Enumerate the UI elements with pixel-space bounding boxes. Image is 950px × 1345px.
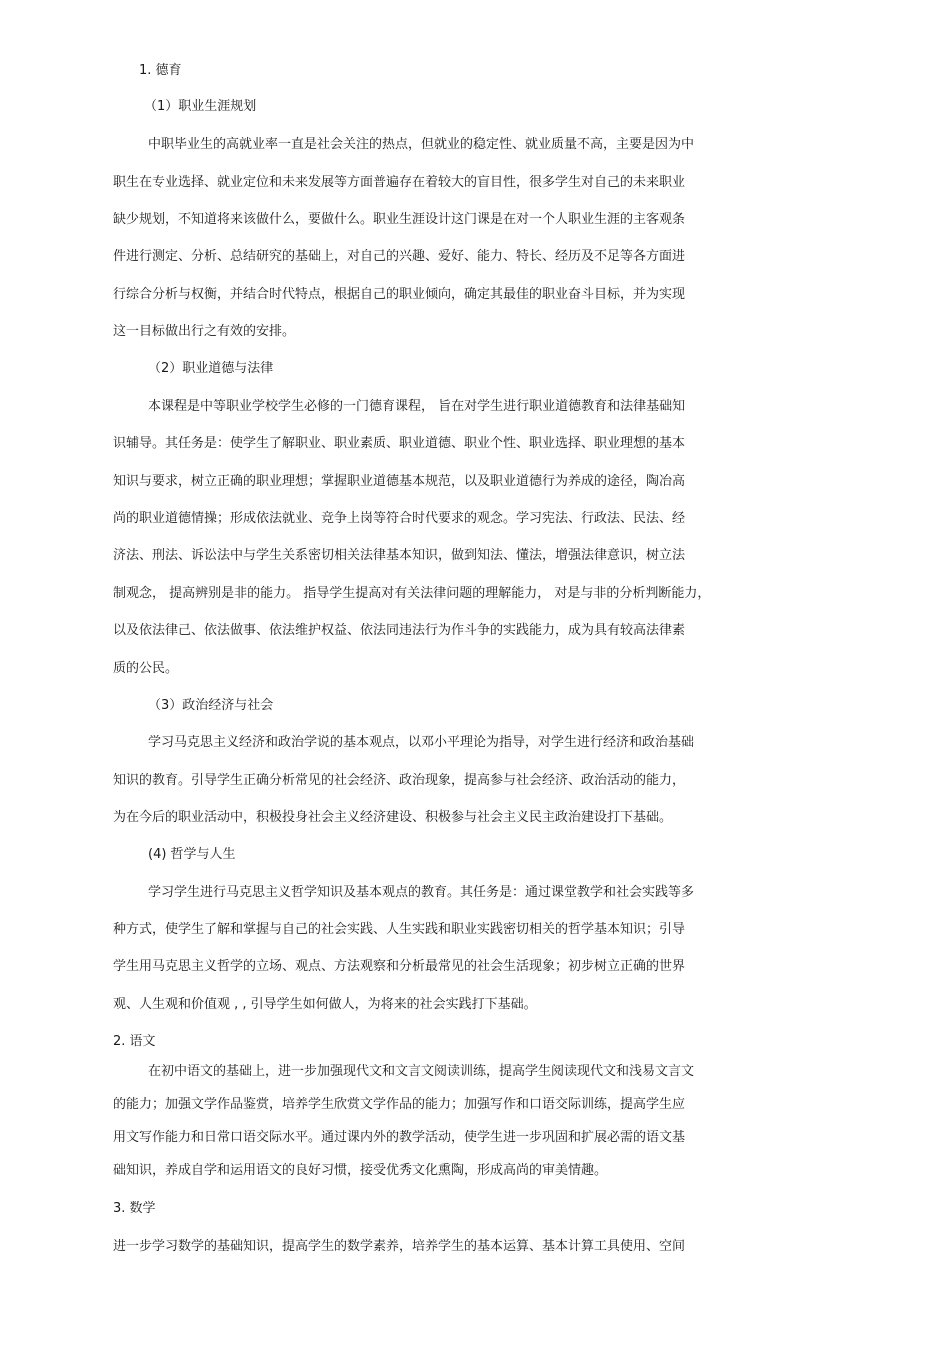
paragraph-line: 学习学生进行马克思主义哲学知识及基本观点的教育。其任务是：通过课堂教学和社会实践等多 (148, 885, 695, 900)
subheading-career-planning: （1）职业生涯规划 (144, 99, 257, 114)
paragraph-line: 在初中语文的基础上，进一步加强现代文和文言文阅读训练，提高学生阅读现代文和浅易文言文 (148, 1064, 695, 1079)
paragraph-line: 本课程是中等职业学校学生必修的一门德育课程， 旨在对学生进行职业道德教育和法律基础知 (148, 399, 686, 414)
paragraph-line: 中职毕业生的高就业率一直是社会关注的热点，但就业的稳定性、就业质量不高，主要是因为中 (148, 137, 695, 152)
paragraph-line: 质的公民。 (113, 661, 179, 676)
section-heading-moral-education: 1. 德育 (139, 63, 182, 78)
paragraph-line: 这一目标做出行之有效的安排。 (113, 324, 296, 339)
paragraph-line: 行综合分析与权衡，并结合时代特点，根据自己的职业倾向，确定其最佳的职业奋斗目标，并为实现 (113, 287, 686, 302)
paragraph-line: 观、人生观和价值观 , , 引导学生如何做人，为将来的社会实践打下基础。 (113, 997, 537, 1012)
paragraph-line: 用文写作能力和日常口语交际水平。通过课内外的教学活动，使学生进一步巩固和扩展必需的语文基 (113, 1130, 686, 1145)
paragraph-line: 为在今后的职业活动中，积极投身社会主义经济建设、积极参与社会主义民主政治建设打下基础。 (113, 810, 673, 825)
section-heading-mathematics: 3. 数学 (113, 1201, 156, 1216)
paragraph-line: 的能力；加强文学作品鉴赏，培养学生欣赏文学作品的能力；加强写作和口语交际训练，提高学生应 (113, 1097, 686, 1112)
paragraph-line: 知识与要求，树立正确的职业理想；掌握职业道德基本规范，以及职业道德行为养成的途径，陶冶高 (113, 474, 686, 489)
paragraph-line: 件进行测定、分析、总结研究的基础上，对自己的兴趣、爱好、能力、特长、经历及不足等各方面进 (113, 249, 686, 264)
paragraph-line: 缺少规划，不知道将来该做什么，要做什么。职业生涯设计这门课是在对一个人职业生涯的主客观条 (113, 212, 686, 227)
subheading-ethics-and-law: （2）职业道德与法律 (148, 361, 274, 376)
paragraph-line: 以及依法律己、依法做事、依法维护权益、依法同违法行为作斗争的实践能力，成为具有较高法律素 (113, 623, 686, 638)
paragraph-line: 制观念， 提高辨别是非的能力。 指导学生提高对有关法律问题的理解能力， 对是与非的分析判断能力， (113, 586, 711, 601)
paragraph-line: 进一步学习数学的基础知识，提高学生的数学素养，培养学生的基本运算、基本计算工具使用、空间 (113, 1239, 686, 1254)
paragraph-line: 学生用马克思主义哲学的立场、观点、方法观察和分析最常见的社会生活现象；初步树立正确的世界 (113, 959, 686, 974)
section-heading-chinese: 2. 语文 (113, 1034, 156, 1049)
paragraph-line: 识辅导。其任务是：使学生了解职业、职业素质、职业道德、职业个性、职业选择、职业理想的基本 (113, 436, 686, 451)
subheading-philosophy-and-life: (4) 哲学与人生 (148, 847, 236, 862)
paragraph-line: 学习马克思主义经济和政治学说的基本观点，以邓小平理论为指导，对学生进行经济和政治基础 (148, 735, 695, 750)
paragraph-line: 职生在专业选择、就业定位和未来发展等方面普遍存在着较大的盲目性，很多学生对自己的未来职业 (113, 175, 686, 190)
subheading-politics-economics-society: （3）政治经济与社会 (148, 698, 274, 713)
paragraph-line: 础知识，养成自学和运用语文的良好习惯，接受优秀文化熏陶，形成高尚的审美情趣。 (113, 1163, 608, 1178)
paragraph-line: 知识的教育。引导学生正确分析常见的社会经济、政治现象，提高参与社会经济、政治活动的能力， (113, 773, 686, 788)
paragraph-line: 尚的职业道德情操；形成依法就业、竞争上岗等符合时代要求的观念。学习宪法、行政法、民法、经 (113, 511, 686, 526)
paragraph-line: 济法、刑法、诉讼法中与学生关系密切相关法律基本知识，做到知法、懂法，增强法律意识，树立法 (113, 548, 686, 563)
paragraph-line: 种方式，使学生了解和掌握与自己的社会实践、人生实践和职业实践密切相关的哲学基本知识；引导 (113, 922, 686, 937)
